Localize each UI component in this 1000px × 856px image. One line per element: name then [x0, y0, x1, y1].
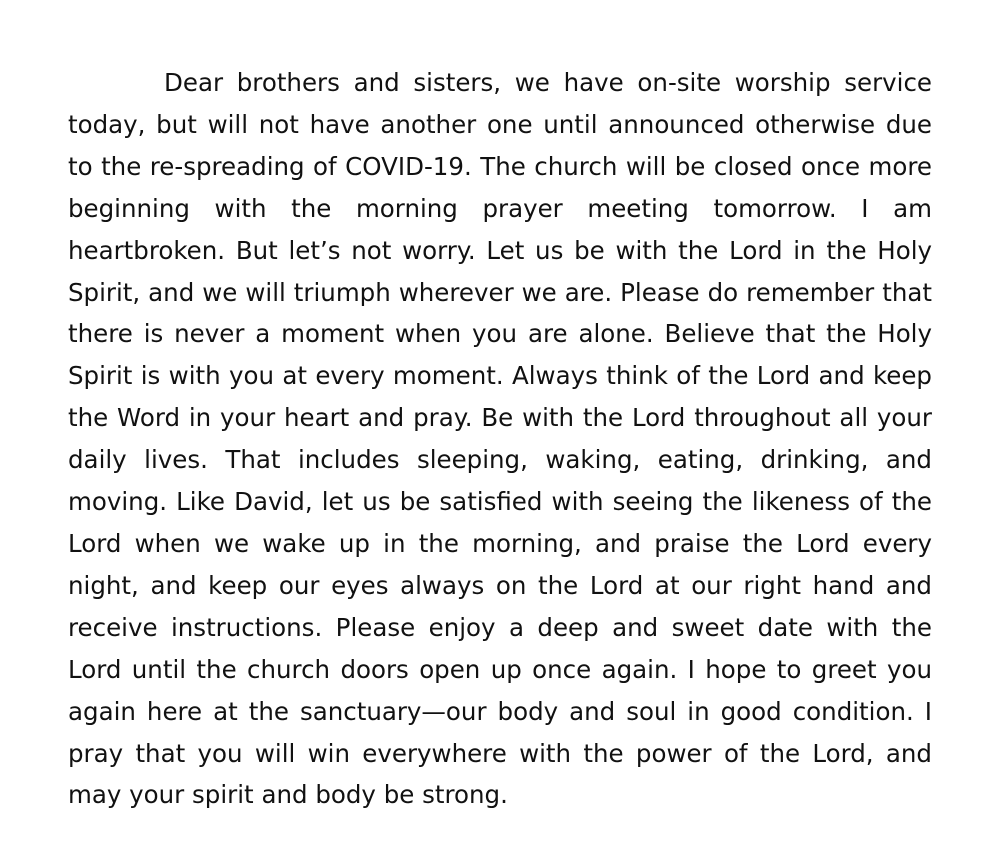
document-page — [68, 62, 932, 816]
body-paragraph: Dear brothers and sisters, we have on-site worship service today, but will not have another one until announced otherwise due to the re-spreading of COVID-19. The church will be closed once more beginning with the morning prayer meeting tomorrow. I am heartbroken. But let’s not worry. Let us be with the Lord in the Holy Spirit, and we will triumph wherever we are. Please do remember that there is never a moment when you are alone. Believe that the Holy Spirit is with you at every moment. Always think of the Lord and keep the Word in your heart and pray. Be with the Lord throughout all your daily lives. That includes sleeping, waking, eating, drinking, and moving. Like David, let us be satisfied with seeing the likeness of the Lord when we wake up in the morning, and praise the Lord every night, and keep our eyes always on the Lord at our right hand and receive instructions. Please enjoy a deep and sweet date with the Lord until the church doors open up once again. I hope to greet you again here at the sanctuary—our body and soul in good condition. I pray that you will win everywhere with the power of the Lord, and may your spirit and body be strong. — [68, 68, 932, 810]
